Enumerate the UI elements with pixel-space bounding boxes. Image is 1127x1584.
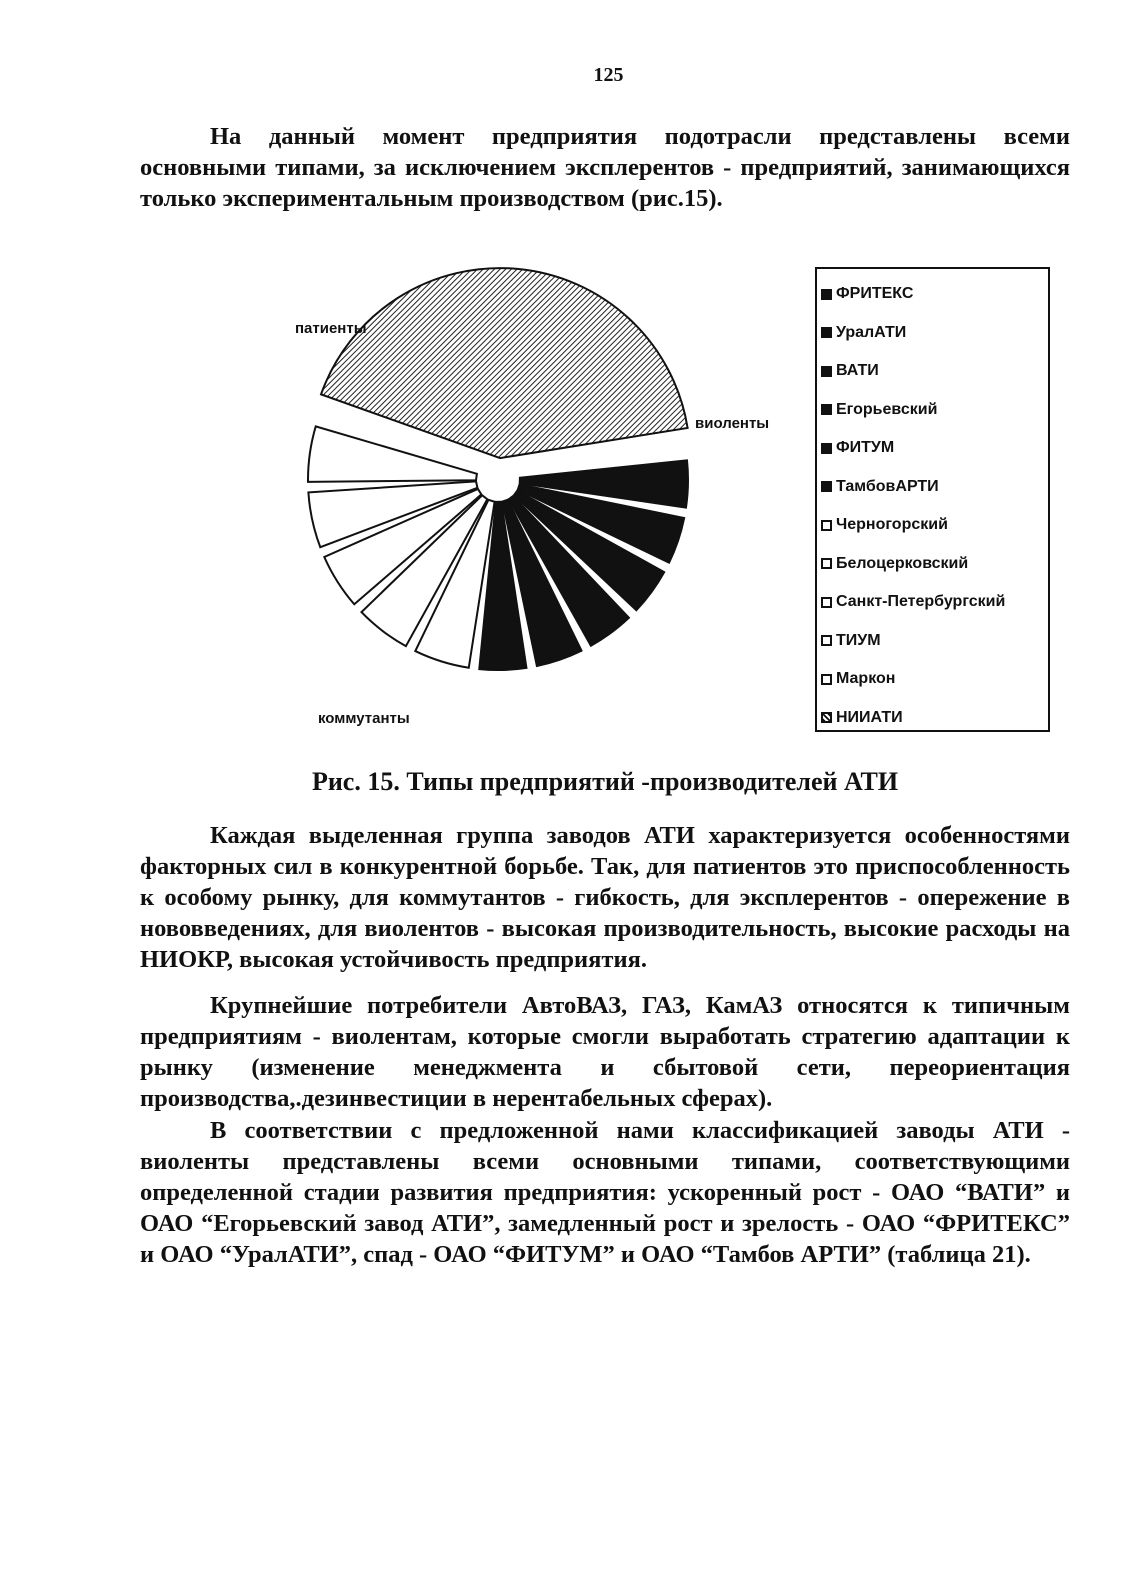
legend-swatch bbox=[821, 635, 832, 646]
legend-label: Санкт-Петербургский bbox=[836, 593, 1006, 611]
paragraph-classification: В соответствии с предложенной нами классификацией заводы АТИ - виоленты представлены всеми основными типами, соответствующими определенной стадии развития предприятия: ускоренный рост - ОАО “ВАТИ” и ОАО “Егорьевский завод АТИ”, замедленный рост и зрелость - ОАО “ФРИТЕКС” и ОАО “УралАТИ”, спад - ОАО “ФИТУМ” и ОАО “Тамбов АРТИ” (таблица 21). bbox=[140, 1117, 1070, 1268]
legend-swatch bbox=[821, 443, 832, 454]
legend-swatch bbox=[821, 327, 832, 338]
legend-item bbox=[821, 429, 1048, 468]
legend-swatch bbox=[821, 558, 832, 569]
figure-caption: Рис. 15. Типы предприятий -производителей АТИ bbox=[311, 767, 899, 796]
legend-swatch bbox=[821, 520, 832, 531]
paragraph-groups: Каждая выделенная группа заводов АТИ характеризуется особенностями факторных сил в конкурентной борьбе. Так, для патиентов это приспособленность к особому рынку, для коммутантов - гибкость, для эксплерентов - опережение в нововведениях, для виолентов - высокая производительность, высокие расходы на НИОКР, высокая устойчивость предприятия. bbox=[140, 822, 1070, 973]
group-label-commutants: коммутанты bbox=[318, 710, 410, 727]
figure-enterprise-types bbox=[240, 240, 1070, 760]
pie-chart bbox=[240, 240, 800, 760]
legend-label: ФРИТЕКС bbox=[836, 285, 914, 303]
legend-swatch bbox=[821, 674, 832, 685]
legend-swatch bbox=[821, 404, 832, 415]
legend-label: Белоцерковский bbox=[836, 554, 969, 572]
legend-label: ТИУМ bbox=[836, 631, 881, 649]
legend-item bbox=[821, 622, 1048, 661]
legend-label: ВАТИ bbox=[836, 362, 879, 380]
legend-item bbox=[821, 352, 1048, 391]
legend-item bbox=[821, 545, 1048, 584]
legend-swatch bbox=[821, 366, 832, 377]
legend-label: Егорьевский bbox=[836, 400, 938, 418]
group-label-violents: виоленты bbox=[695, 415, 770, 432]
legend-item bbox=[821, 468, 1048, 507]
legend-swatch bbox=[821, 597, 832, 608]
legend-label: Маркон bbox=[836, 670, 896, 688]
legend-label: Черногорский bbox=[836, 516, 948, 534]
legend-swatch bbox=[821, 289, 832, 300]
legend-swatch bbox=[821, 481, 832, 492]
legend-item bbox=[821, 314, 1048, 353]
legend-item bbox=[821, 699, 1048, 738]
paragraph-consumers: Крупнейшие потребители АвтоВАЗ, ГАЗ, КамАЗ относятся к типичным предприятиям - виолентам, которые смогли выработать стратегию адаптации к рынку (изменение менеджмента и сбытовой сети, переориентация производства,.дезинвестиции в нерентабельных сферах). bbox=[140, 992, 1070, 1112]
page-number: 125 bbox=[593, 64, 624, 86]
legend-label: ТамбовАРТИ bbox=[836, 477, 939, 495]
legend-item bbox=[821, 660, 1048, 699]
legend-label: НИИАТИ bbox=[836, 708, 903, 726]
paragraph-intro: На данный момент предприятия подотрасли представлены всеми основными типами, за исключением эксплерентов - предприятий, занимающихся только экспериментальным производством (рис.15). bbox=[140, 123, 1070, 212]
legend-label: УралАТИ bbox=[836, 323, 907, 341]
legend-item bbox=[821, 583, 1048, 622]
legend-label: ФИТУМ bbox=[836, 439, 895, 457]
chart-legend bbox=[815, 267, 1050, 732]
legend-item bbox=[821, 391, 1048, 430]
legend-item bbox=[821, 506, 1048, 545]
legend-swatch bbox=[821, 712, 832, 723]
legend-item bbox=[821, 275, 1048, 314]
group-label-patients: патиенты bbox=[295, 320, 367, 337]
pie-slice bbox=[321, 268, 688, 458]
